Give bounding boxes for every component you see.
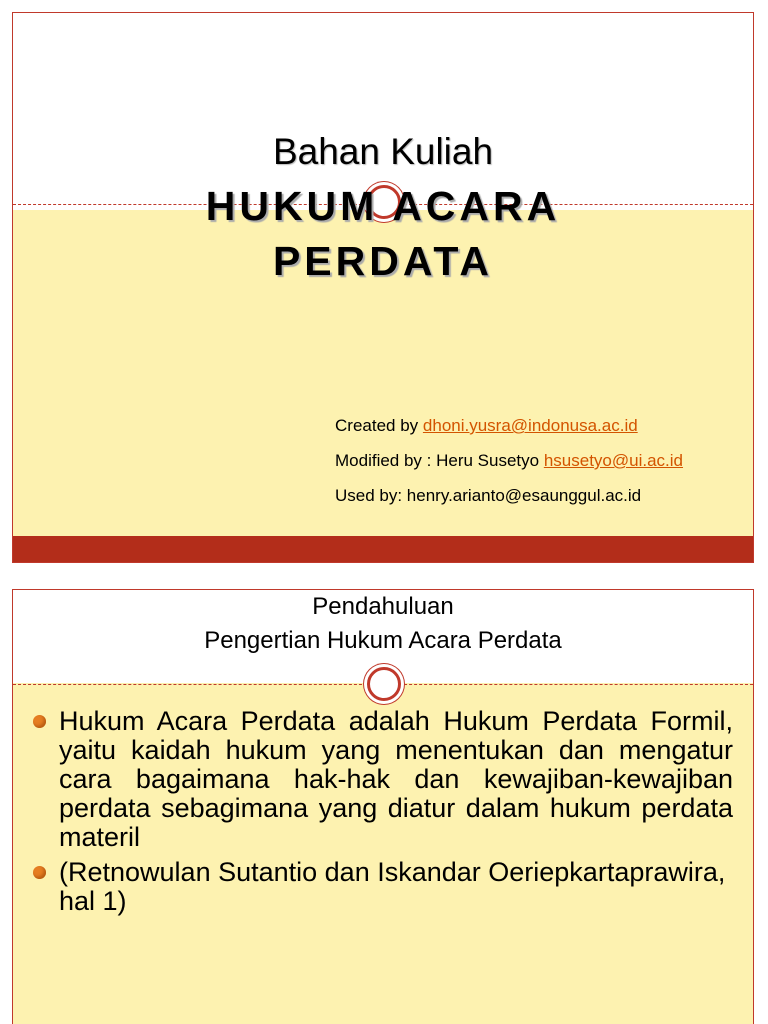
created-by-label: Created by: [335, 416, 419, 435]
title-line-1: HUKUM ACARA: [205, 183, 561, 229]
modified-by-line: [335, 448, 683, 483]
modified-by-label: Modified by : Heru Susetyo: [335, 451, 540, 470]
slide-title: [12, 12, 754, 563]
heading-line-1: Pendahuluan: [312, 593, 454, 620]
bullet-dot-icon: [33, 866, 46, 879]
slide-content: [12, 589, 754, 1024]
used-by-line: Used by: henry.arianto@esaunggul.ac.id: [335, 486, 642, 505]
bullet-dot-icon: [33, 715, 46, 728]
footer-bar: [13, 536, 753, 562]
list-item: [33, 858, 733, 916]
created-by-email-link[interactable]: dhoni.yusra@indonusa.ac.id: [422, 416, 638, 435]
title-line-2: PERDATA: [272, 238, 494, 284]
heading-line-2: Pengertian Hukum Acara Perdata: [204, 627, 562, 654]
credits-block: [335, 413, 683, 518]
slide-title-text: [13, 179, 753, 289]
bullet-text: (Retnowulan Sutantio dan Iskandar Oeriepkartaprawira, hal 1): [59, 857, 726, 916]
slide-subtitle: Bahan Kuliah: [272, 131, 494, 172]
bullet-list: [33, 707, 733, 922]
created-by-line: [335, 413, 683, 448]
divider-circle-ornament: [367, 667, 401, 701]
list-item: [33, 707, 733, 852]
modified-by-email-link[interactable]: hsusetyo@ui.ac.id: [543, 451, 684, 470]
bullet-text: Hukum Acara Perdata adalah Hukum Perdata Formil, yaitu kaidah hukum yang menentukan dan mengatur cara bagaimana hak-hak dan kewajiban-kewajiban perdata sebagimana yang diatur dalam hukum perdata materil: [59, 706, 733, 852]
slide-heading: [13, 590, 753, 658]
